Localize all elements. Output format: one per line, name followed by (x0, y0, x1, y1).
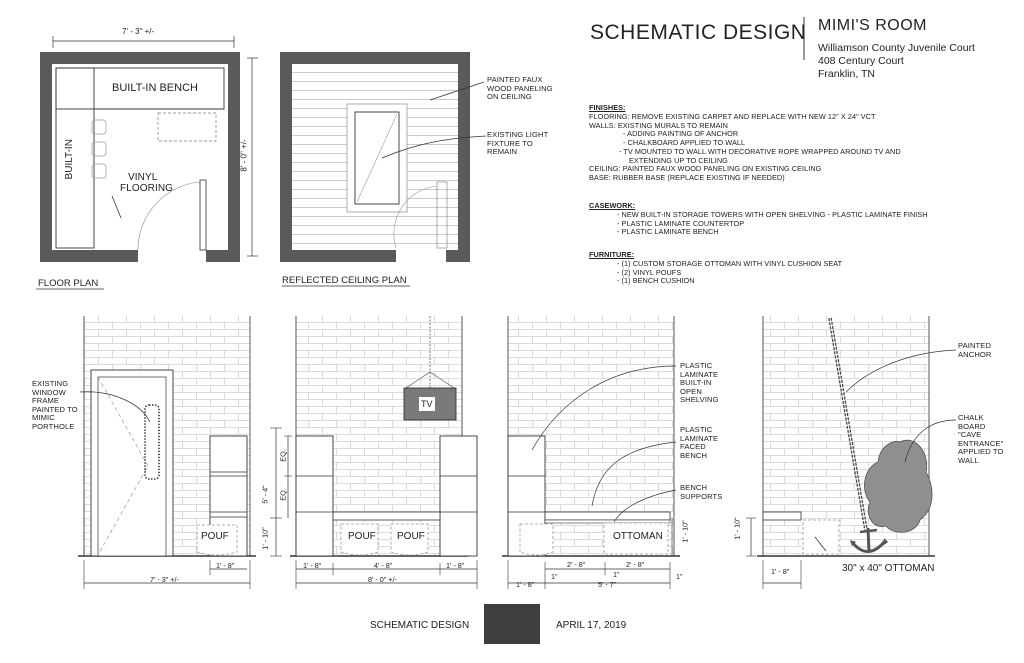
note-line: FACED (680, 442, 706, 451)
note-walls-tv: - TV MOUNTED TO WALL WITH DECORATIVE ROPE WRAPPED AROUND TV AND (619, 146, 901, 156)
elev2-dim-lower: 1' - 10" (260, 527, 270, 550)
note-shelving (680, 362, 719, 405)
note-line: ANCHOR (958, 349, 992, 359)
ottoman-size-note: 30" x 40" OTTOMAN (842, 563, 935, 574)
note-furniture-cushion: - (1) BENCH CUSHION (617, 276, 695, 286)
note-line: FRAME (32, 396, 60, 405)
note-line: EXISTING (32, 379, 69, 388)
elevation-2 (270, 316, 477, 589)
note-line: LAMINATE (680, 369, 719, 379)
note-casework-towers: - NEW BUILT-IN STORAGE TOWERS WITH OPEN SHELVING - PLASTIC LAMINATE FINISH (617, 209, 928, 219)
note-line: PORTHOLE (32, 421, 75, 431)
elev2-dim-upper: 5' - 4" (260, 485, 270, 504)
note-flooring: FLOORING: REMOVE EXISTING CARPET AND REPLACE WITH NEW 12" X 24" VCT (589, 111, 876, 121)
finishes-heading: FINISHES: (589, 103, 626, 112)
note-line: PAINTED (958, 341, 992, 350)
floor-plan-width-dim: 7' - 3" +/- (122, 27, 155, 36)
casework-notes (589, 202, 928, 237)
floor-plan-height-dim: 8' - 0" +/- (239, 139, 249, 172)
footer-swatch (484, 604, 540, 644)
note-line: BENCH (680, 483, 708, 492)
note-line: PLASTIC (680, 361, 713, 370)
note-line: WALL (958, 455, 979, 465)
note-line: ON CEILING (487, 92, 532, 101)
elev3-dim-b: 2' - 8" (626, 560, 645, 569)
elev2-dim-eq: EQ. (278, 449, 288, 462)
note-ceiling: CEILING: PAINTED FAUX WOOD PANELING ON EXISTING CEILING (589, 164, 822, 174)
note-line: PAINTED TO (32, 404, 78, 414)
elev2-dim-eq: EQ. (278, 488, 288, 501)
note-line: SHELVING (680, 395, 719, 404)
elev2-dim-total: 8' - 0" +/- (368, 575, 397, 584)
floor-plan-title: FLOOR PLAN (38, 278, 99, 289)
ceiling-plan-title: REFLECTED CEILING PLAN (282, 275, 407, 286)
footer-date: APRIL 17, 2019 (556, 620, 627, 631)
note-casework-bench: - PLASTIC LAMINATE BENCH (617, 227, 719, 237)
built-in-label: BUILT-IN (63, 139, 75, 180)
ceiling-plan (280, 52, 486, 286)
note-casework-countertop: - PLASTIC LAMINATE COUNTERTOP (617, 218, 745, 228)
pouf-label: POUF (397, 531, 425, 542)
elev3-dim-height: 1' - 10" (680, 520, 690, 543)
elev3-dim-gap: 1" (676, 572, 683, 581)
note-line: BENCH (680, 450, 708, 460)
note-line: SUPPORTS (680, 491, 723, 501)
elev1-dim-small: 1' - 8" (216, 561, 235, 570)
pouf-label: POUF (348, 531, 376, 542)
elev3-dim-total: 5' - 7" (598, 580, 617, 589)
note-walls-chalkboard: - CHALKBOARD APPLIED TO WALL (623, 138, 746, 147)
finishes-notes (589, 104, 901, 183)
note-line: MIMIC (32, 413, 55, 422)
note-line: PLASTIC (680, 425, 713, 434)
tv-label: TV (421, 399, 433, 409)
note-window (32, 380, 78, 431)
elev2-dim-right: 1' - 8" (446, 561, 465, 570)
furniture-heading: FURNITURE: (589, 250, 635, 259)
client-name: Williamson County Juvenile Court (818, 42, 975, 54)
note-line: ENTRANCE" (958, 438, 1004, 448)
elev2-dim-left: 1' - 8" (303, 561, 322, 570)
elev4-dim-height: 1' - 10" (732, 517, 742, 540)
note-line: EXISTING LIGHT (487, 130, 549, 139)
note-line: LAMINATE (680, 433, 719, 443)
note-walls-anchor: - ADDING PAINTING OF ANCHOR (623, 129, 739, 139)
flooring-label-line: VINYL (128, 172, 158, 183)
note-line: WINDOW (32, 387, 66, 397)
note-walls: WALLS: EXISTING MURALS TO REMAIN (589, 120, 728, 130)
furniture-notes (589, 251, 842, 286)
elevation-1 (78, 316, 256, 589)
note-furniture-poufs: - (2) VINYL POUFS (617, 267, 682, 277)
note-line: OPEN (680, 386, 702, 396)
note-ceiling-paneling (487, 76, 553, 102)
note-anchor (958, 342, 992, 359)
note-line: WOOD PANELING (487, 83, 553, 93)
note-base: BASE: RUBBER BASE (REPLACE EXISTING IF NEEDED) (589, 173, 785, 182)
room-name: MIMI'S ROOM (818, 17, 927, 34)
ottoman-label: OTTOMAN (613, 531, 663, 542)
note-bench (680, 426, 718, 460)
note-line: FIXTURE TO (487, 138, 533, 148)
elevation-3 (502, 316, 680, 589)
note-walls-tv-cont: EXTENDING UP TO CEILING (629, 155, 728, 165)
elevation-4 (746, 316, 956, 589)
footer-title: SCHEMATIC DESIGN (370, 620, 470, 631)
pouf-label: POUF (201, 531, 229, 542)
elev3-dim-left: 1' - 8" (516, 580, 535, 589)
note-line: CHALK (958, 413, 984, 422)
client-city: Franklin, TN (818, 68, 875, 80)
client-street: 408 Century Court (818, 55, 904, 67)
elev2-dim-mid: 4' - 8" (374, 561, 393, 570)
bench-label: BUILT-IN BENCH (112, 82, 198, 94)
main-title: SCHEMATIC DESIGN (590, 21, 807, 44)
note-line: APPLIED TO (958, 447, 1004, 456)
elev3-dim-a: 2' - 8" (567, 560, 586, 569)
note-line: REMAIN (487, 147, 518, 156)
elev3-dim-gap: 1" (551, 572, 558, 581)
elev3-dim-gap: 1" (613, 570, 620, 579)
flooring-label (120, 172, 174, 195)
note-chalkboard (958, 414, 1003, 465)
note-ceiling-light (487, 131, 548, 157)
note-supports (680, 484, 722, 501)
elev1-dim-total: 7' - 3" +/- (150, 575, 179, 584)
flooring-label-line: FLOORING (120, 183, 174, 195)
note-line: BUILT-IN (680, 378, 712, 387)
casework-heading: CASEWORK: (589, 201, 636, 210)
note-furniture-ottoman: - (1) CUSTOM STORAGE OTTOMAN WITH VINYL CUSHION SEAT (617, 258, 843, 268)
note-line: BOARD (958, 421, 986, 431)
elev4-dim-left: 1' - 8" (771, 567, 790, 576)
note-line: "CAVE (958, 430, 982, 439)
note-line: PAINTED FAUX (487, 75, 543, 84)
